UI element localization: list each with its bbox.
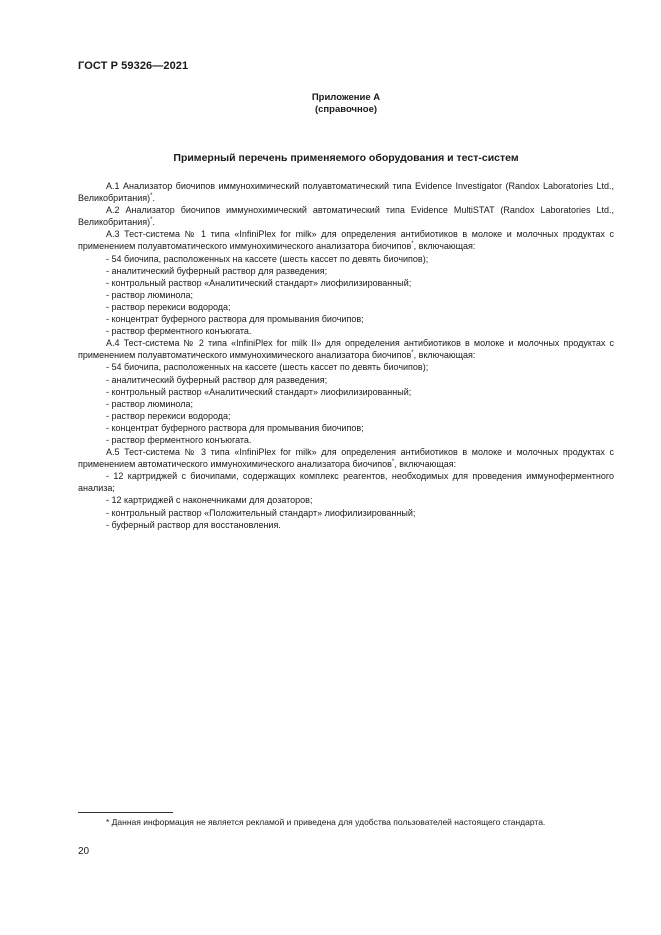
footnote: * Данная информация не является рекламой и приведена для удобства пользователей настоящего стандарта. — [106, 817, 546, 827]
list-item: - аналитический буферный раствор для разведения; — [106, 374, 328, 385]
paragraph-a3-end: , включающая: — [413, 241, 476, 252]
paragraph-a2-end: . — [152, 217, 155, 228]
list-item: - 54 биочипа, расположенных на кассете (шесть кассет по девять биочипов); — [106, 362, 429, 373]
paragraph-a4 — [78, 337, 614, 361]
paragraph-a5-text: А.5 Тест-система № 3 типа «InfiniPlex for milk» для определения антибиотиков в молоке и молочных продуктах с применением автоматического иммунохимического анализатора биочипов — [78, 447, 614, 470]
list-item: - концентрат буферного раствора для промывания биочипов; — [106, 422, 364, 433]
list-item: - буферный раствор для восстановления. — [106, 519, 281, 530]
list-item: - аналитический буферный раствор для разведения; — [106, 265, 328, 276]
list-item: - 12 картриджей с наконечниками для дозаторов; — [106, 495, 313, 506]
paragraph-a2 — [78, 204, 614, 228]
list-item: - раствор перекиси водорода; — [106, 410, 231, 421]
paragraph-a4-text: А.4 Тест-система № 2 типа «InfiniPlex for milk II» для определения антибиотиков в молоке и молочных продуктах с применением полуавтоматического иммунохимического анализатора биочипов — [78, 338, 614, 361]
section-title: Примерный перечень применяемого оборудования и тест-систем — [173, 152, 519, 164]
page-number: 20 — [78, 846, 90, 857]
appendix-title: Приложение А — [311, 92, 381, 103]
paragraph-a3 — [78, 228, 614, 252]
list-item: - раствор ферментного конъюгата. — [106, 434, 252, 445]
appendix-heading — [78, 92, 614, 116]
list-item: - раствор люминола; — [106, 398, 193, 409]
footnote-mark: * — [150, 217, 153, 224]
list-item: - раствор люминола; — [106, 289, 193, 300]
paragraph-a5 — [78, 446, 614, 470]
footnote-mark: * — [411, 350, 414, 357]
paragraph-a4-end: , включающая: — [413, 350, 476, 361]
footnote-mark: * — [391, 459, 395, 466]
footnote-divider — [78, 812, 173, 813]
list-item: - контрольный раствор «Аналитический стандарт» лиофилизированный; — [106, 386, 412, 397]
document-body — [78, 180, 614, 531]
paragraph-a1 — [78, 180, 614, 204]
paragraph-a1-text: А.1 Анализатор биочипов иммунохимический полуавтоматический типа Evidence Investigator (Randox Laboratories Ltd., Великобритания) — [78, 181, 614, 204]
paragraph-a5-end: , включающая: — [394, 459, 457, 470]
footnote-mark: * — [150, 193, 153, 200]
paragraph-a3-text: А.3 Тест-система № 1 типа «InfiniPlex for milk» для определения антибиотиков в молоке и молочных продуктах с применением полуавтоматического иммунохимического анализатора биочипов — [78, 229, 614, 252]
list-item: - 12 картриджей с биочипами, содержащих комплекс реагентов, необходимых для проведения иммуноферментного анализа; — [78, 471, 614, 494]
footnote-mark: * — [411, 241, 414, 248]
list-item: - раствор перекиси водорода; — [106, 301, 231, 312]
paragraph-a1-end: . — [152, 193, 155, 204]
list-item: - раствор ферментного конъюгата. — [106, 326, 252, 337]
appendix-status: (справочное) — [314, 104, 378, 115]
standard-designation: ГОСТ Р 59326—2021 — [78, 60, 189, 72]
paragraph-a2-text: А.2 Анализатор биочипов иммунохимический автоматический типа Evidence MultiSTAT (Randox Laboratories Ltd., Великобритания) — [78, 205, 614, 228]
list-item: - 54 биочипа, расположенных на кассете (шесть кассет по девять биочипов); — [106, 253, 429, 264]
list-item: - концентрат буферного раствора для промывания биочипов; — [106, 314, 364, 325]
list-item: - контрольный раствор «Положительный стандарт» лиофилизированный; — [106, 507, 416, 518]
list-item: - контрольный раствор «Аналитический стандарт» лиофилизированный; — [106, 277, 412, 288]
